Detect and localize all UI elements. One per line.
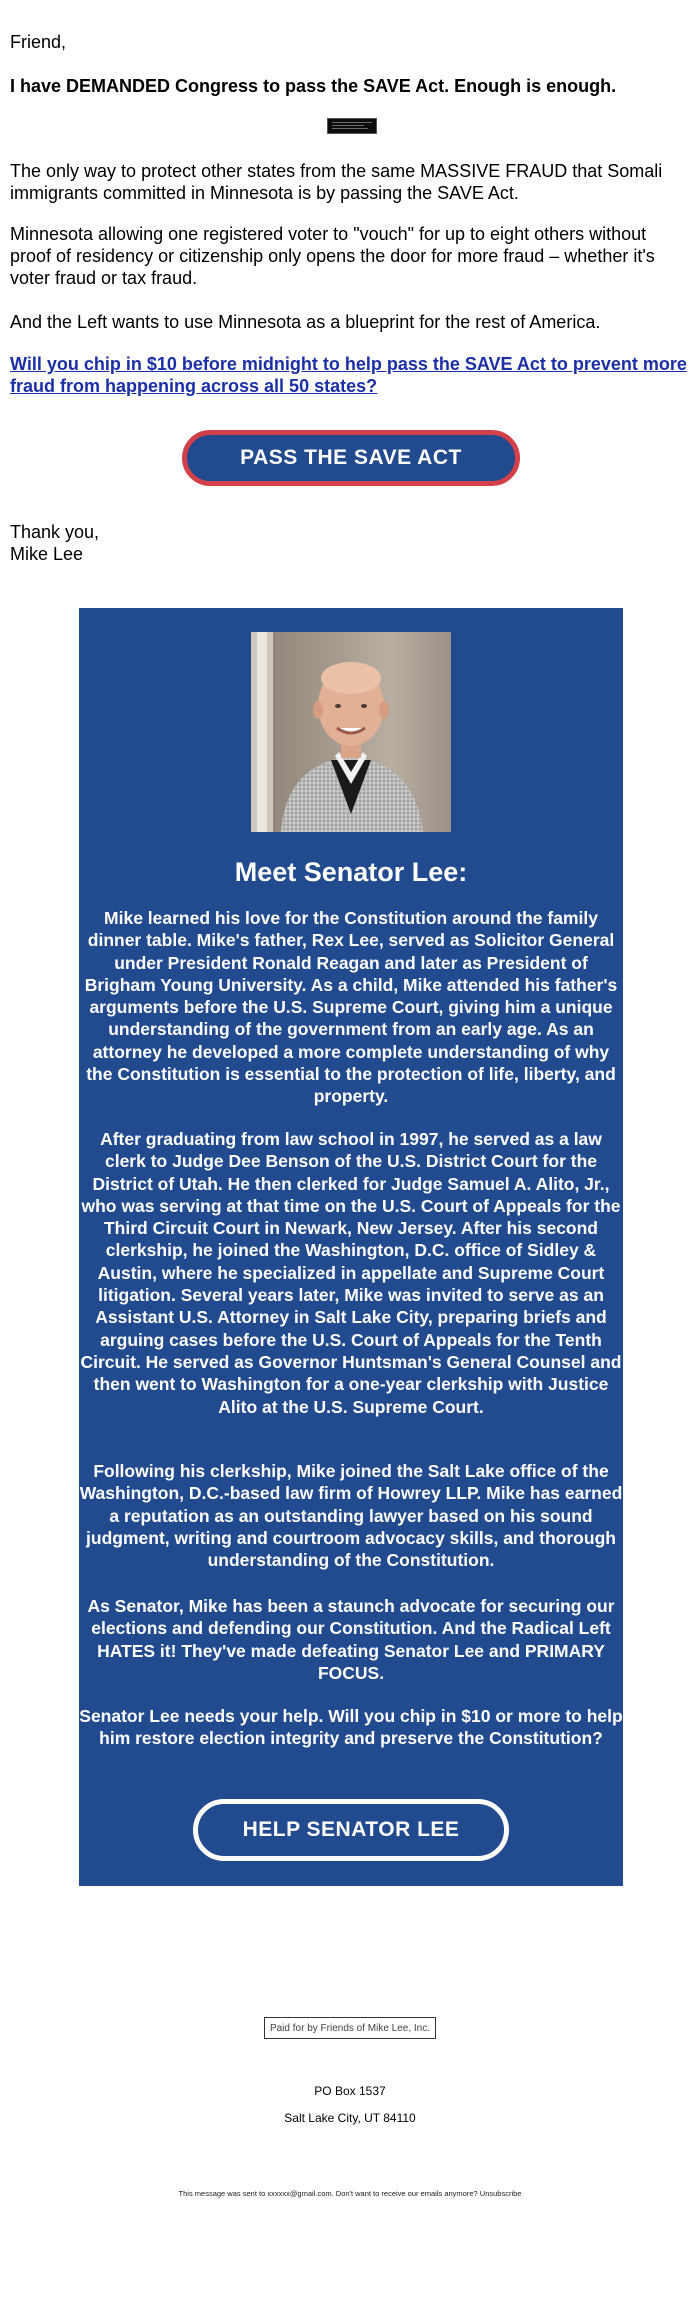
bio-paragraph: Senator Lee needs your help. Will you chip in $10 or more to help him restore election integrity and preserve the Constitution? bbox=[79, 1706, 623, 1749]
pass-save-act-button[interactable]: PASS THE SAVE ACT bbox=[182, 430, 520, 486]
address-line: PO Box 1537 bbox=[314, 2084, 386, 2098]
senator-portrait bbox=[251, 632, 451, 832]
address-line: Salt Lake City, UT 84110 bbox=[284, 2111, 416, 2125]
headline-post: Congress to pass the SAVE Act. Enough is enough. bbox=[170, 76, 617, 96]
help-senator-lee-button[interactable]: HELP SENATOR LEE bbox=[193, 1799, 509, 1861]
headline-emphasis: DEMANDED bbox=[66, 76, 171, 96]
greeting: Friend, bbox=[10, 32, 67, 52]
bio-title: Meet Senator Lee: bbox=[234, 857, 468, 887]
body-paragraph: And the Left wants to use Minnesota as a blueprint for the rest of America. bbox=[10, 312, 601, 332]
body-paragraph: Minnesota allowing one registered voter to "vouch" for up to eight others without proof of residency or citizenship only opens the door for more fraud – whether it's voter fraud or tax fraud. bbox=[10, 224, 655, 288]
bio-paragraph: Following his clerkship, Mike joined the Salt Lake office of the Washington, D.C.-based law firm of Howrey LLP. Mike has earned a reputation as an outstanding lawyer based on his sound judgment, writing and courtroom advocacy skills, and thorough understanding of the Constitution. bbox=[79, 1461, 623, 1571]
email-footer bbox=[0, 2189, 700, 2198]
portrait-illustration bbox=[251, 632, 451, 832]
headline-pre: I have bbox=[10, 76, 67, 96]
embedded-image-thumbnail bbox=[327, 118, 377, 134]
headline bbox=[10, 75, 690, 97]
signoff-thanks: Thank you, bbox=[10, 522, 100, 542]
footer-text: This message was sent to xxxxxx@gmail.com. Don't want to receive our emails anymore? bbox=[178, 2189, 480, 2198]
bio-section bbox=[79, 608, 623, 1886]
body-paragraph: The only way to protect other states from the same MASSIVE FRAUD that Somali immigrants committed in Minnesota is by passing the SAVE Act. bbox=[10, 161, 663, 203]
donate-link[interactable]: Will you chip in $10 before midnight to help pass the SAVE Act to prevent more fraud from happening across all 50 states? bbox=[10, 354, 687, 396]
bio-paragraph: As Senator, Mike has been a staunch advocate for securing our elections and defending our Constitution. And the Radical Left HATES it! They've made defeating Senator Lee and PRIMARY FOCUS. bbox=[87, 1596, 615, 1683]
bio-paragraph: After graduating from law school in 1997, he served as a law clerk to Judge Dee Benson of the U.S. District Court for the District of Utah. He then clerked for Judge Samuel A. Alito, Jr., who was serving at that time on the U.S. Court of Appeals for the Third Circuit Court in Newark, New Jersey. After his second clerkship, he joined the Washington, D.C. office of Sidley & Austin, where he specialized in appellate and Supreme Court litigation. Several years later, Mike was invited to serve as an Assistant U.S. Attorney in Salt Lake City, preparing briefs and arguing cases before the U.S. Court of Appeals for the Tenth Circuit. He served as Governor Huntsman's General Counsel and then went to Washington for a one-year clerkship with Justice Alito at the U.S. Supreme Court. bbox=[80, 1129, 622, 1417]
unsubscribe-link[interactable]: Unsubscribe bbox=[479, 2189, 522, 2198]
bio-paragraph: Mike learned his love for the Constitution around the family dinner table. Mike's father, Rex Lee, served as Solicitor General under President Ronald Reagan and later as President of Brigham Young University. As a child, Mike attended his father's arguments before the U.S. Supreme Court, giving him a unique understanding of the government from an early age. As an attorney he developed a more complete understanding of why the Constitution is essential to the protection of life, liberty, and property. bbox=[84, 908, 618, 1107]
signoff-name: Mike Lee bbox=[10, 544, 84, 564]
paid-for-disclaimer: Paid for by Friends of Mike Lee, Inc. bbox=[264, 2017, 436, 2039]
